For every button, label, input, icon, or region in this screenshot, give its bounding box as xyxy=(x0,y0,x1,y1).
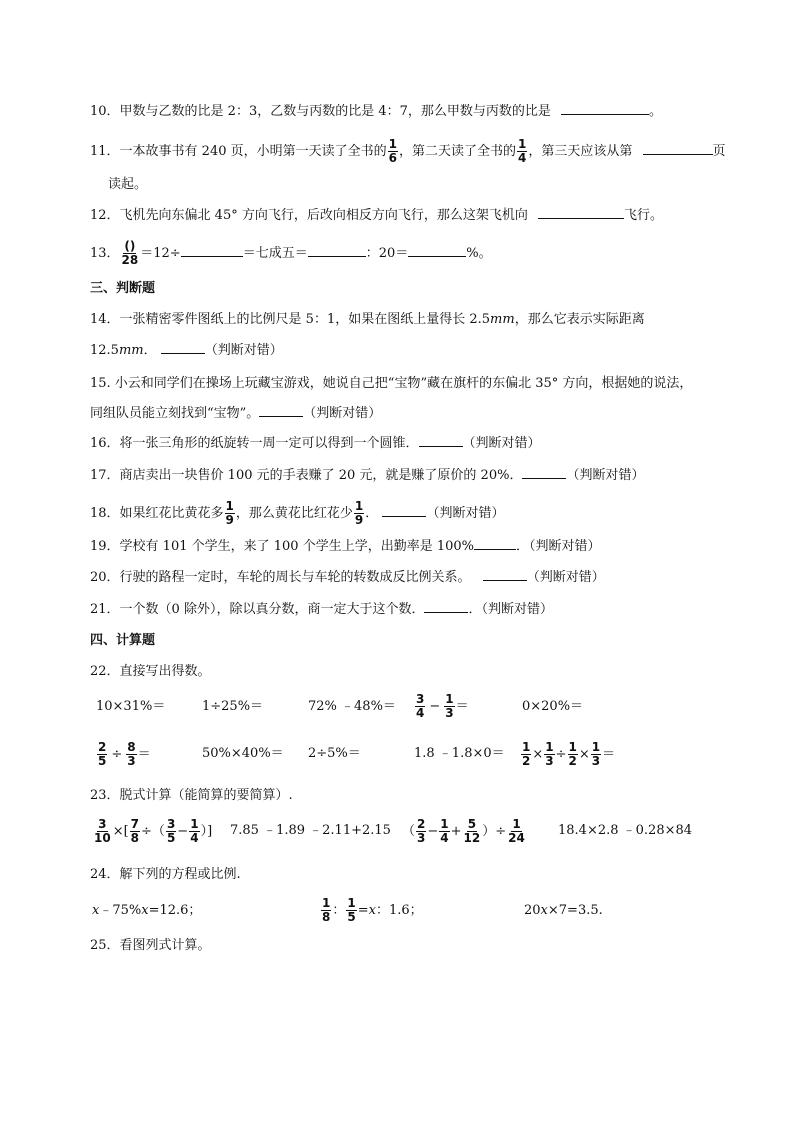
judge-hint: （判断对错） xyxy=(462,436,541,451)
calc-item-fraction: $\frac{1}{2}$ × $\frac{1}{3}$ ÷ $\frac{1}{2}$ × $\frac{1}{3}$ ＝ xyxy=(522,740,616,768)
punctuation: 。 xyxy=(649,104,663,119)
answer-blank[interactable] xyxy=(538,206,624,219)
section-heading-calculation: 四、计算题 xyxy=(90,633,156,648)
question-text: 12.5 xyxy=(90,343,119,358)
calc-expression: $\frac{3}{10}$ ×[ $\frac{7}{8}$ ÷（ $\frac{3}{5}$ − $\frac{1}{4}$ ）] xyxy=(94,817,213,845)
question-15: 15. 小云和同学们在操场上玩藏宝游戏，她说自己把“宝物”藏在旗杆的东偏北 35° 方向，根据她的说法， xyxy=(90,376,693,391)
question-text: 页 xyxy=(712,144,726,159)
answer-blank[interactable] xyxy=(474,537,516,550)
answer-blank[interactable] xyxy=(522,466,566,479)
calc-item: 1÷25%＝ xyxy=(202,699,264,714)
calc-expression: （ $\frac{2}{3}$ − $\frac{1}{4}$ + $\frac{5}{12}$ ）÷ $\frac{1}{24}$ xyxy=(402,817,525,845)
fraction: $\frac{1}{9}$ xyxy=(354,499,364,527)
judge-hint: （判断对错） xyxy=(526,570,605,585)
question-text: 飞行。 xyxy=(624,208,664,223)
question-11-line2: 读起。 xyxy=(108,177,148,192)
judge-hint: （判断对错） xyxy=(426,506,505,521)
question-number: 13． xyxy=(90,246,120,261)
fraction: $\frac{()}{28}$ xyxy=(121,239,139,267)
fraction: $\frac{1}{4}$ xyxy=(518,137,527,165)
answer-blank[interactable] xyxy=(419,434,463,447)
judge-hint: （判断对错） xyxy=(566,468,645,483)
question-20 xyxy=(90,568,605,588)
fraction: $\frac{1}{9}$ xyxy=(225,499,234,527)
question-14 xyxy=(90,310,645,330)
question-text: ． xyxy=(143,343,157,358)
equation: x﹣75%x=12.6； xyxy=(92,903,202,918)
question-12 xyxy=(90,206,663,226)
question-11 xyxy=(90,138,726,165)
calc-item: 1.8 ﹣1.8×0＝ xyxy=(414,746,505,761)
judge-hint: （判断对错） xyxy=(481,602,553,617)
question-text: ＝七成五＝ xyxy=(242,246,308,261)
question-text: ． xyxy=(365,506,379,521)
answer-blank[interactable] xyxy=(259,404,303,417)
answer-blank[interactable] xyxy=(561,102,649,115)
question-text: 18．如果红花比黄花多 xyxy=(90,506,224,521)
answer-blank[interactable] xyxy=(181,244,243,257)
section-heading-judgment: 三、判断题 xyxy=(90,281,156,296)
question-text: 20．行驶的路程一定时，车轮的周长与车轮的转数成反比例关系。 xyxy=(90,570,471,585)
calc-expression: 18.4×2.8 ﹣0.28×84 xyxy=(558,823,693,838)
question-text: %。 xyxy=(466,246,492,261)
question-text: 19．学校有 101 个学生，来了 100 个学生上学，出勤率是 100% xyxy=(90,539,474,554)
question-text: 14．一张精密零件图纸上的比例尺是 5：1，如果在图纸上量得长 2.5 xyxy=(90,312,491,327)
calc-item: 50%×40%＝ xyxy=(202,746,284,761)
question-13 xyxy=(90,240,492,267)
answer-blank[interactable] xyxy=(308,244,366,257)
calc-item-fraction: $\frac{2}{5}$ ÷ $\frac{8}{3}$ ＝ xyxy=(98,740,151,768)
question-text: ，那么黄花比红花少 xyxy=(235,506,353,521)
question-17 xyxy=(90,466,644,486)
proportion: $\frac{1}{8}$ ： $\frac{1}{5}$ =x：1.6； xyxy=(322,896,423,924)
question-23-title: 23．脱式计算（能简算的要简算）. xyxy=(90,788,293,803)
calc-item-fraction: $\frac{3}{4}$ − $\frac{1}{3}$ ＝ xyxy=(416,692,469,720)
question-25-title: 25．看图列式计算。 xyxy=(90,938,211,953)
question-text: ，那么它表示实际距离 xyxy=(514,312,645,327)
question-text: 同组队员能立刻找到“宝物”。 xyxy=(90,406,260,421)
question-22-title: 22．直接写出得数。 xyxy=(90,664,211,679)
judge-hint: （判断对错） xyxy=(303,406,382,421)
question-text: 21．一个数（0 除外），除以真分数，商一定大于这个数． xyxy=(90,602,425,617)
question-text: 11．一本故事书有 240 页，小明第一天读了全书的 xyxy=(90,144,387,159)
calc-item: 10×31%＝ xyxy=(96,699,166,714)
question-14-line2 xyxy=(90,341,283,361)
question-15-line2 xyxy=(90,404,381,424)
question-19 xyxy=(90,537,601,557)
question-text: ． xyxy=(468,602,482,617)
calc-item: 2÷5%＝ xyxy=(308,746,361,761)
answer-blank[interactable] xyxy=(424,600,468,613)
question-text: 16．将一张三角形的纸旋转一周一定可以得到一个圆锥． xyxy=(90,436,419,451)
question-text: ，第三天应该从第 xyxy=(528,144,633,159)
question-10 xyxy=(90,102,662,122)
judge-hint: （判断对错） xyxy=(204,343,283,358)
calc-expression: 7.85 ﹣1.89 ﹣2.11+2.15 xyxy=(230,823,391,838)
fraction: $\frac{1}{6}$ xyxy=(388,137,397,165)
answer-blank[interactable] xyxy=(483,568,527,581)
answer-blank[interactable] xyxy=(408,244,466,257)
question-text: 17．商店卖出一块售价 100 元的手表赚了 20 元，就是赚了原价的 20%． xyxy=(90,468,523,483)
question-text: ＝12÷ xyxy=(140,246,181,261)
judge-hint: （判断对错） xyxy=(529,539,601,554)
question-18 xyxy=(90,500,504,527)
question-24-title: 24．解下列的方程或比例. xyxy=(90,867,241,882)
equation: 20x×7=3.5. xyxy=(524,903,603,918)
question-text: ． xyxy=(516,539,530,554)
question-21 xyxy=(90,600,553,620)
question-text: ，第二天读了全书的 xyxy=(398,144,516,159)
question-text: 10．甲数与乙数的比是 2：3，乙数与丙数的比是 4：7，那么甲数与丙数的比是 xyxy=(90,104,551,119)
answer-blank[interactable] xyxy=(382,504,426,517)
unit: mm xyxy=(490,312,515,327)
calc-item: 0×20%＝ xyxy=(522,699,584,714)
calc-item: 72% ﹣48%＝ xyxy=(308,699,396,714)
question-16 xyxy=(90,434,541,454)
unit: mm xyxy=(118,343,144,358)
question-text: 12．飞机先向东偏北 45° 方向飞行，后改向相反方向飞行，那么这架飞机向 xyxy=(90,208,528,223)
answer-blank[interactable] xyxy=(643,142,713,155)
answer-blank[interactable] xyxy=(161,341,205,354)
question-text: ：20＝ xyxy=(365,246,409,261)
